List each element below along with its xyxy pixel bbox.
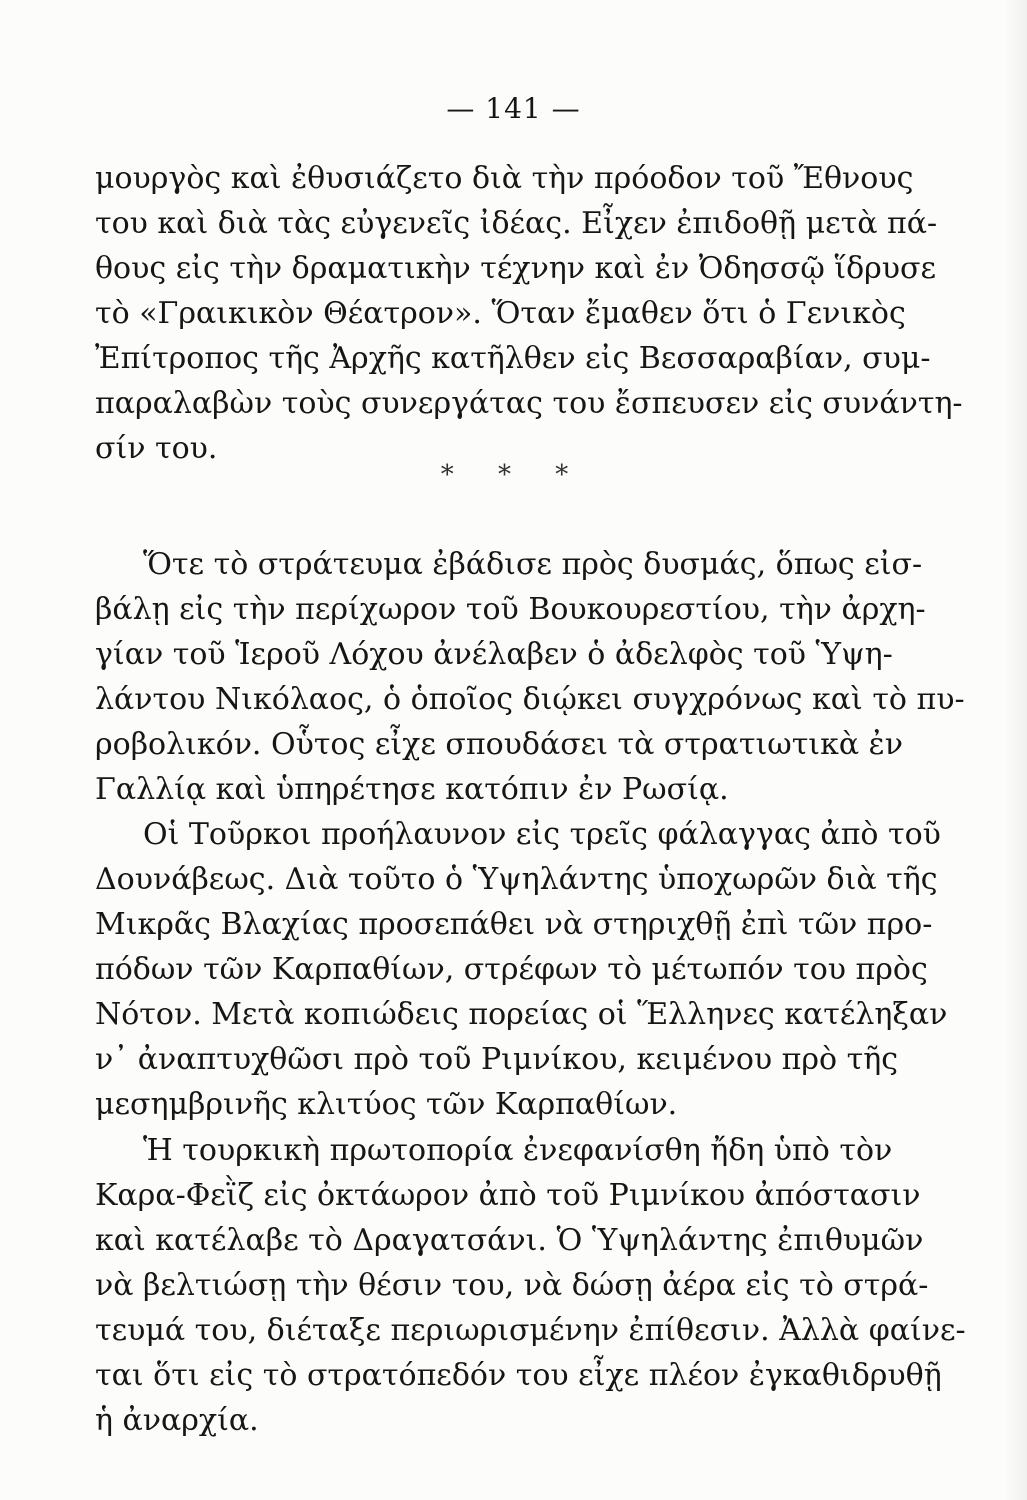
- text-line: παραλαβὼν τοὺς συνεργάτας του ἔσπευσεν εἰς συνάντη-: [95, 386, 963, 421]
- page-edge-shadow: [1005, 0, 1027, 1500]
- text-line: λάντου Νικόλαος, ὁ ὁποῖος διῴκει συγχρόνως καὶ τὸ πυ-: [95, 682, 965, 717]
- text-line: μεσημβρινῆς κλιτύος τῶν Καρπαθίων.: [95, 1087, 678, 1122]
- text-line: ν᾽ ἀναπτυχθῶσι πρὸ τοῦ Ριμνίκου, κειμένου πρὸ τῆς: [95, 1042, 898, 1077]
- text-line: ροβολικόν. Οὗτος εἶχε σπουδάσει τὰ στρατιωτικὰ ἐν: [95, 727, 903, 762]
- text-line: Μικρᾶς Βλαχίας προσεπάθει νὰ στηριχθῇ ἐπὶ τῶν προ-: [95, 907, 933, 942]
- paragraph-2: [95, 542, 965, 812]
- text-line: τευμά του, διέταξε περιωρισμένην ἐπίθεσιν. Ἀλλὰ φαίνε-: [95, 1313, 966, 1348]
- text-line: ται ὅτι εἰς τὸ στρατόπεδόν του εἶχε πλέον ἐγκαθιδρυθῇ: [95, 1358, 942, 1393]
- text-line: Ἡ τουρκικὴ πρωτοπορία ἐνεφανίσθη ἤδη ὑπὸ τὸν: [143, 1133, 893, 1168]
- text-line: Ὅτε τὸ στράτευμα ἐβάδισε πρὸς δυσμάς, ὅπως εἰσ-: [143, 547, 923, 582]
- text-line: Νότον. Μετὰ κοπιώδεις πορείας οἱ Ἕλληνες κατέληξαν: [95, 997, 948, 1032]
- section-separator: * * *: [440, 460, 587, 490]
- text-line: μουργὸς καὶ ἐθυσιάζετο διὰ τὴν πρόοδον τοῦ Ἔθνους: [95, 161, 914, 196]
- text-line: Καρα-Φεῒζ εἰς ὀκτάωρον ἀπὸ τοῦ Ριμνίκου ἀπόστασιν: [95, 1178, 921, 1213]
- paragraph-4: [95, 1128, 966, 1443]
- text-line: Ἐπίτροπος τῆς Ἀρχῆς κατῆλθεν εἰς Βεσσαραβίαν, συμ-: [95, 341, 931, 376]
- text-line: του καὶ διὰ τὰς εὐγενεῖς ἰδέας. Εἶχεν ἐπιδοθῇ μετὰ πά-: [95, 206, 938, 241]
- text-line: ἡ ἀναρχία.: [95, 1403, 259, 1438]
- text-line: θους εἰς τὴν δραματικὴν τέχνην καὶ ἐν Ὀδησσῷ ἵδρυσε: [95, 251, 937, 286]
- paragraph-1: [95, 156, 963, 471]
- text-line: σίν του.: [95, 431, 218, 466]
- paragraph-3: [95, 812, 948, 1127]
- text-line: καὶ κατέλαβε τὸ Δραγατσάνι. Ὁ Ὑψηλάντης ἐπιθυμῶν: [95, 1223, 924, 1258]
- text-line: νὰ βελτιώσῃ τὴν θέσιν του, νὰ δώσῃ ἀέρα εἰς τὸ στρά-: [95, 1268, 929, 1303]
- text-line: βάλῃ εἰς τὴν περίχωρον τοῦ Βουκουρεστίου, τὴν ἀρχη-: [95, 592, 926, 627]
- page-number: — 141 —: [446, 92, 581, 125]
- text-line: τὸ «Γραικικὸν Θέατρον». Ὅταν ἔμαθεν ὅτι ὁ Γενικὸς: [95, 296, 906, 331]
- text-line: Οἱ Τοῦρκοι προήλαυνον εἰς τρεῖς φάλαγγας ἀπὸ τοῦ: [143, 817, 941, 852]
- text-line: γίαν τοῦ Ἱεροῦ Λόχου ἀνέλαβεν ὁ ἀδελφὸς τοῦ Ὑψη-: [95, 637, 893, 672]
- text-line: Γαλλίᾳ καὶ ὑπηρέτησε κατόπιν ἐν Ρωσίᾳ.: [95, 772, 729, 807]
- text-line: πόδων τῶν Καρπαθίων, στρέφων τὸ μέτωπόν του πρὸς: [95, 952, 928, 987]
- text-line: Δουνάβεως. Διὰ τοῦτο ὁ Ὑψηλάντης ὑποχωρῶν διὰ τῆς: [95, 862, 938, 897]
